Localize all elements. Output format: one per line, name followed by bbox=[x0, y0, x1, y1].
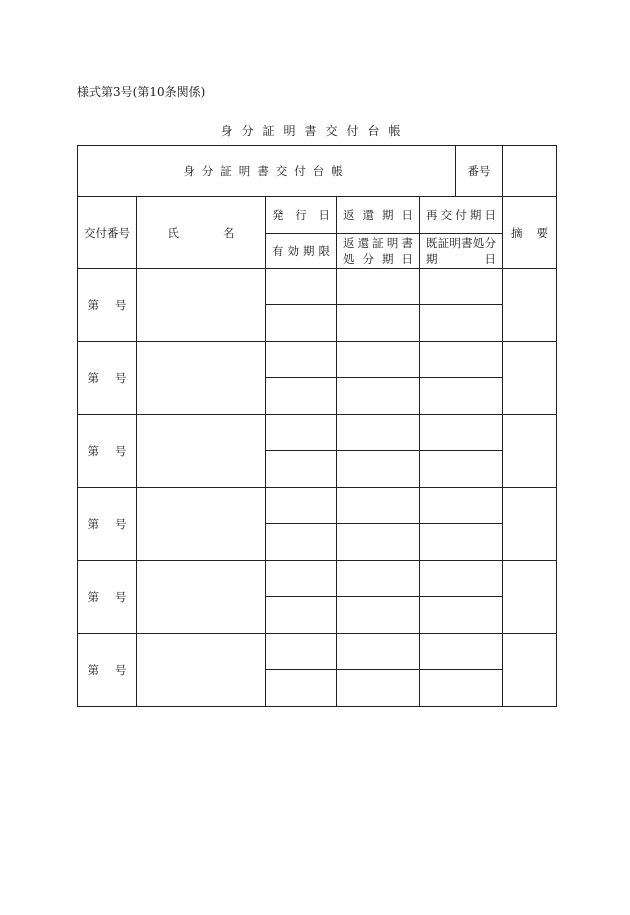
row-number: 第 号 bbox=[78, 488, 137, 561]
row-yuko-kigen-cell[interactable] bbox=[266, 670, 337, 707]
row-henkan-shoumei-cell[interactable] bbox=[337, 305, 420, 342]
row-number: 第 号 bbox=[78, 634, 137, 707]
row-tekiyo-cell[interactable] bbox=[503, 342, 557, 415]
col-hakko-bi: 発行日 bbox=[266, 197, 337, 234]
row-henkan-kijitsu-cell[interactable] bbox=[337, 488, 420, 524]
row-henkan-kijitsu-cell[interactable] bbox=[337, 269, 420, 305]
row-henkan-shoumei-cell[interactable] bbox=[337, 524, 420, 561]
row-number: 第 号 bbox=[78, 342, 137, 415]
row-yuko-kigen-cell[interactable] bbox=[266, 305, 337, 342]
number-label: 番号 bbox=[456, 146, 503, 197]
row-yuko-kigen-cell[interactable] bbox=[266, 451, 337, 488]
row-henkan-kijitsu-cell[interactable] bbox=[337, 342, 420, 378]
col-kofu-bango: 交付番号 bbox=[78, 197, 137, 269]
col-name: 氏 名 bbox=[137, 197, 266, 269]
table-title: 身分証明書交付台帳 bbox=[78, 146, 456, 197]
row-henkan-shoumei-cell[interactable] bbox=[337, 670, 420, 707]
col-tekiyo: 摘 要 bbox=[503, 197, 557, 269]
col-saikofu-kijitsu: 再交付期日 bbox=[420, 197, 503, 234]
row-name-cell[interactable] bbox=[137, 488, 266, 561]
row-kisho-shobun-cell[interactable] bbox=[420, 670, 503, 707]
number-value[interactable] bbox=[503, 146, 557, 197]
row-henkan-shoumei-cell[interactable] bbox=[337, 597, 420, 634]
ledger-table bbox=[77, 145, 557, 707]
row-yuko-kigen-cell[interactable] bbox=[266, 378, 337, 415]
row-yuko-kigen-cell[interactable] bbox=[266, 524, 337, 561]
row-henkan-kijitsu-cell[interactable] bbox=[337, 634, 420, 670]
row-kisho-shobun-cell[interactable] bbox=[420, 597, 503, 634]
row-saikofu-cell[interactable] bbox=[420, 415, 503, 451]
row-kisho-shobun-cell[interactable] bbox=[420, 524, 503, 561]
row-saikofu-cell[interactable] bbox=[420, 488, 503, 524]
row-kisho-shobun-cell[interactable] bbox=[420, 378, 503, 415]
row-hakko-bi-cell[interactable] bbox=[266, 269, 337, 305]
row-kisho-shobun-cell[interactable] bbox=[420, 305, 503, 342]
row-name-cell[interactable] bbox=[137, 634, 266, 707]
row-henkan-kijitsu-cell[interactable] bbox=[337, 415, 420, 451]
row-hakko-bi-cell[interactable] bbox=[266, 561, 337, 597]
row-number: 第 号 bbox=[78, 415, 137, 488]
row-henkan-shoumei-cell[interactable] bbox=[337, 378, 420, 415]
col-henkan-kijitsu: 返還期日 bbox=[337, 197, 420, 234]
row-name-cell[interactable] bbox=[137, 269, 266, 342]
document-title: 身分証明書交付台帳 bbox=[220, 124, 410, 138]
col-yuko-kigen: 有効期限 bbox=[266, 234, 337, 269]
row-henkan-kijitsu-cell[interactable] bbox=[337, 561, 420, 597]
row-tekiyo-cell[interactable] bbox=[503, 634, 557, 707]
row-tekiyo-cell[interactable] bbox=[503, 488, 557, 561]
row-kisho-shobun-cell[interactable] bbox=[420, 451, 503, 488]
row-number: 第 号 bbox=[78, 269, 137, 342]
row-saikofu-cell[interactable] bbox=[420, 634, 503, 670]
row-saikofu-cell[interactable] bbox=[420, 561, 503, 597]
row-saikofu-cell[interactable] bbox=[420, 269, 503, 305]
row-name-cell[interactable] bbox=[137, 342, 266, 415]
form-label: 様式第3号(第10条関係) bbox=[77, 85, 206, 99]
row-tekiyo-cell[interactable] bbox=[503, 415, 557, 488]
row-tekiyo-cell[interactable] bbox=[503, 269, 557, 342]
row-hakko-bi-cell[interactable] bbox=[266, 342, 337, 378]
row-number: 第 号 bbox=[78, 561, 137, 634]
col-kisho-shobun: 既証明書処分 期日 bbox=[420, 234, 503, 269]
row-name-cell[interactable] bbox=[137, 415, 266, 488]
col-henkan-shoumei: 返還証明書 処分期日 bbox=[337, 234, 420, 269]
row-henkan-shoumei-cell[interactable] bbox=[337, 451, 420, 488]
row-name-cell[interactable] bbox=[137, 561, 266, 634]
row-yuko-kigen-cell[interactable] bbox=[266, 597, 337, 634]
row-hakko-bi-cell[interactable] bbox=[266, 415, 337, 451]
row-hakko-bi-cell[interactable] bbox=[266, 634, 337, 670]
row-hakko-bi-cell[interactable] bbox=[266, 488, 337, 524]
row-tekiyo-cell[interactable] bbox=[503, 561, 557, 634]
row-saikofu-cell[interactable] bbox=[420, 342, 503, 378]
